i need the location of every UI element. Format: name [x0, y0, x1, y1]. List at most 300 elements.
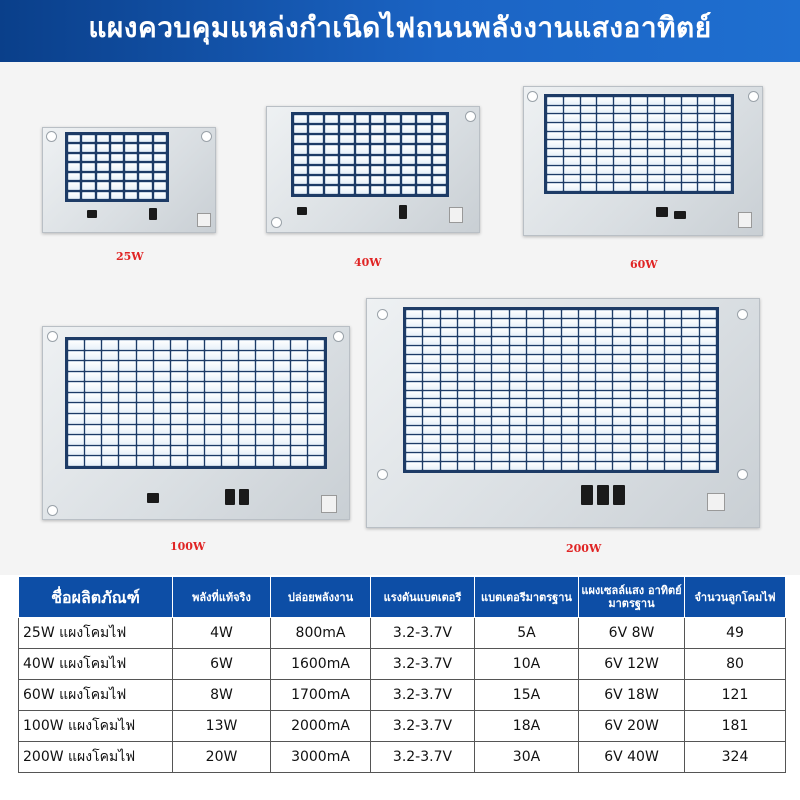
- led-chip: [564, 140, 580, 148]
- led-chip: [137, 425, 153, 435]
- led-chip: [417, 156, 430, 164]
- cell-output-current: 800mA: [271, 618, 371, 649]
- led-chip: [308, 361, 324, 371]
- led-chip: [85, 403, 101, 413]
- led-chip: [562, 435, 578, 443]
- led-chip: [665, 97, 681, 105]
- connector: [321, 495, 337, 513]
- led-chip: [256, 414, 272, 424]
- led-chip: [614, 132, 630, 140]
- led-chip: [222, 351, 238, 361]
- led-chip: [682, 319, 698, 327]
- led-chip: [68, 173, 80, 180]
- led-chip: [492, 337, 508, 345]
- led-chip: [698, 166, 714, 174]
- led-chip: [458, 355, 474, 363]
- led-chip: [205, 435, 221, 445]
- led-chip: [510, 444, 526, 452]
- led-chip: [125, 182, 137, 189]
- led-chip: [274, 446, 290, 456]
- led-chip: [423, 328, 439, 336]
- led-chip: [492, 435, 508, 443]
- led-chip: [581, 132, 597, 140]
- spec-table: [18, 576, 786, 773]
- led-chip: [222, 382, 238, 392]
- led-chip: [433, 145, 446, 153]
- led-chip: [406, 426, 422, 434]
- led-chip: [309, 135, 322, 143]
- led-chip: [402, 166, 415, 174]
- led-chip: [700, 417, 716, 425]
- led-chip: [97, 144, 109, 151]
- led-chip: [564, 106, 580, 114]
- led-chip: [441, 444, 457, 452]
- led-chip: [85, 351, 101, 361]
- led-chip: [256, 351, 272, 361]
- led-chip: [562, 426, 578, 434]
- led-chip: [596, 408, 612, 416]
- led-chip: [648, 373, 664, 381]
- led-chip: [441, 399, 457, 407]
- led-chip: [492, 399, 508, 407]
- led-chip: [631, 183, 647, 191]
- led-chip: [682, 114, 698, 122]
- led-chip: [613, 328, 629, 336]
- led-chip: [256, 425, 272, 435]
- led-chip: [665, 149, 681, 157]
- led-chip: [527, 391, 543, 399]
- cell-battery-voltage: 3.2-3.7V: [371, 711, 475, 742]
- led-chip: [239, 414, 255, 424]
- col-header-solar-panel: แผงเซลล์แสง อาทิตย์มาตรฐาน: [579, 577, 685, 618]
- led-chip: [631, 382, 647, 390]
- led-chip: [475, 337, 491, 345]
- led-chip: [648, 391, 664, 399]
- led-chip: [205, 351, 221, 361]
- led-chip: [510, 417, 526, 425]
- led-chip: [631, 453, 647, 461]
- led-chip: [205, 414, 221, 424]
- led-chip: [371, 125, 384, 133]
- led-chip: [682, 382, 698, 390]
- led-chip: [406, 346, 422, 354]
- led-chip: [325, 115, 338, 123]
- led-chip: [154, 163, 166, 170]
- led-chip: [527, 417, 543, 425]
- led-chip: [125, 163, 137, 170]
- led-chip: [102, 414, 118, 424]
- led-chip: [386, 125, 399, 133]
- led-chip: [294, 115, 307, 123]
- led-chip: [492, 382, 508, 390]
- led-chip: [102, 351, 118, 361]
- led-chip: [581, 149, 597, 157]
- led-chip: [417, 186, 430, 194]
- led-chip: [564, 114, 580, 122]
- led-chip: [119, 403, 135, 413]
- led-chip: [648, 183, 664, 191]
- led-array: [291, 112, 449, 197]
- led-chip: [222, 456, 238, 466]
- led-chip: [340, 125, 353, 133]
- led-chip: [340, 135, 353, 143]
- led-chip: [631, 97, 647, 105]
- led-chip: [510, 328, 526, 336]
- led-chip: [274, 372, 290, 382]
- led-chip: [274, 425, 290, 435]
- led-chip: [68, 414, 84, 424]
- led-chip: [68, 456, 84, 466]
- led-chip: [294, 156, 307, 164]
- led-chip: [682, 364, 698, 372]
- led-chip: [547, 183, 563, 191]
- mosfet-chip: [613, 485, 625, 505]
- led-chip: [475, 364, 491, 372]
- led-chip: [402, 145, 415, 153]
- led-chip: [631, 399, 647, 407]
- led-chip: [631, 123, 647, 131]
- led-chip: [111, 173, 123, 180]
- led-chip: [544, 408, 560, 416]
- led-chip: [698, 114, 714, 122]
- led-chip: [547, 106, 563, 114]
- cell-standard-battery: 30A: [475, 742, 579, 773]
- led-chip: [527, 453, 543, 461]
- connector: [449, 207, 463, 223]
- col-header-led-count: จำนวนลูกโคมไฟ: [685, 577, 786, 618]
- led-chip: [648, 114, 664, 122]
- led-chip: [68, 144, 80, 151]
- led-chip: [139, 135, 151, 142]
- led-chip: [205, 393, 221, 403]
- led-chip: [188, 393, 204, 403]
- led-chip: [648, 140, 664, 148]
- led-chip: [579, 328, 595, 336]
- led-chip: [715, 166, 731, 174]
- led-chip: [581, 157, 597, 165]
- led-chip: [423, 391, 439, 399]
- led-chip: [171, 340, 187, 350]
- led-chip: [682, 399, 698, 407]
- led-chip: [417, 176, 430, 184]
- led-chip: [510, 382, 526, 390]
- led-chip: [510, 373, 526, 381]
- mount-hole: [377, 309, 388, 320]
- led-array: [65, 337, 327, 469]
- led-chip: [356, 145, 369, 153]
- led-chip: [85, 372, 101, 382]
- led-chip: [492, 346, 508, 354]
- led-chip: [527, 399, 543, 407]
- led-chip: [274, 435, 290, 445]
- cell-led-count: 324: [685, 742, 786, 773]
- led-chip: [596, 364, 612, 372]
- led-chip: [492, 355, 508, 363]
- led-chip: [340, 156, 353, 164]
- led-chip: [475, 391, 491, 399]
- led-chip: [291, 435, 307, 445]
- led-chip: [715, 140, 731, 148]
- led-chip: [596, 328, 612, 336]
- led-chip: [544, 364, 560, 372]
- led-chip: [510, 346, 526, 354]
- led-chip: [188, 403, 204, 413]
- led-chip: [119, 456, 135, 466]
- led-chip: [111, 182, 123, 189]
- led-chip: [458, 373, 474, 381]
- led-chip: [433, 125, 446, 133]
- led-chip: [441, 391, 457, 399]
- led-chip: [171, 456, 187, 466]
- led-chip: [417, 115, 430, 123]
- cell-product: 25W แผงโคมไฟ: [19, 618, 173, 649]
- led-chip: [648, 426, 664, 434]
- led-chip: [188, 351, 204, 361]
- led-chip: [309, 176, 322, 184]
- led-chip: [492, 328, 508, 336]
- led-chip: [547, 166, 563, 174]
- led-chip: [544, 328, 560, 336]
- led-chip: [137, 351, 153, 361]
- led-chip: [682, 97, 698, 105]
- led-chip: [154, 144, 166, 151]
- led-chip: [631, 373, 647, 381]
- led-board-25w: [42, 127, 216, 233]
- connector: [707, 493, 725, 511]
- led-chip: [137, 361, 153, 371]
- led-chip: [171, 372, 187, 382]
- cell-output-current: 1600mA: [271, 649, 371, 680]
- led-chip: [154, 414, 170, 424]
- led-chip: [68, 361, 84, 371]
- led-chip: [97, 135, 109, 142]
- led-chip: [510, 319, 526, 327]
- led-chip: [68, 182, 80, 189]
- led-chip: [68, 403, 84, 413]
- led-chip: [188, 361, 204, 371]
- led-chip: [527, 462, 543, 470]
- led-chip: [579, 382, 595, 390]
- led-chip: [239, 372, 255, 382]
- led-chip: [458, 310, 474, 318]
- led-chip: [458, 444, 474, 452]
- led-chip: [308, 393, 324, 403]
- led-chip: [597, 132, 613, 140]
- led-chip: [682, 417, 698, 425]
- led-chip: [205, 456, 221, 466]
- led-chip: [527, 373, 543, 381]
- led-chip: [648, 132, 664, 140]
- led-chip: [119, 351, 135, 361]
- led-chip: [222, 446, 238, 456]
- led-chip: [682, 426, 698, 434]
- led-chip: [492, 319, 508, 327]
- connector: [738, 212, 752, 228]
- led-chip: [648, 382, 664, 390]
- led-chip: [154, 446, 170, 456]
- led-array: [544, 94, 734, 194]
- led-chip: [386, 156, 399, 164]
- col-header-output-current: ปล่อยพลังงาน: [271, 577, 371, 618]
- led-chip: [698, 157, 714, 165]
- cell-solar-panel: 6V 8W: [579, 618, 685, 649]
- led-chip: [579, 373, 595, 381]
- led-chip: [85, 361, 101, 371]
- ic-chip: [674, 211, 686, 219]
- led-chip: [475, 310, 491, 318]
- led-chip: [82, 135, 94, 142]
- led-chip: [68, 351, 84, 361]
- led-chip: [648, 97, 664, 105]
- led-chip: [581, 106, 597, 114]
- led-chip: [562, 355, 578, 363]
- led-chip: [423, 453, 439, 461]
- mount-hole: [737, 469, 748, 480]
- col-header-real-power: พลังที่แท้จริง: [173, 577, 271, 618]
- led-chip: [648, 444, 664, 452]
- led-chip: [256, 382, 272, 392]
- led-chip: [356, 186, 369, 194]
- connector: [197, 213, 211, 227]
- led-chip: [139, 163, 151, 170]
- led-chip: [562, 346, 578, 354]
- led-chip: [294, 176, 307, 184]
- led-chip: [682, 132, 698, 140]
- led-chip: [423, 399, 439, 407]
- led-chip: [125, 173, 137, 180]
- led-chip: [256, 456, 272, 466]
- led-chip: [665, 106, 681, 114]
- led-chip: [597, 166, 613, 174]
- led-chip: [547, 157, 563, 165]
- led-chip: [475, 426, 491, 434]
- led-chip: [111, 192, 123, 199]
- table-row: [19, 649, 786, 680]
- led-chip: [291, 403, 307, 413]
- led-chip: [665, 382, 681, 390]
- led-chip: [581, 175, 597, 183]
- mosfet-chip: [597, 485, 609, 505]
- led-chip: [371, 176, 384, 184]
- led-chip: [648, 106, 664, 114]
- led-chip: [119, 425, 135, 435]
- led-chip: [527, 346, 543, 354]
- led-chip: [423, 382, 439, 390]
- led-chip: [700, 382, 716, 390]
- led-chip: [475, 373, 491, 381]
- led-chip: [137, 414, 153, 424]
- led-chip: [492, 453, 508, 461]
- led-chip: [715, 132, 731, 140]
- led-chip: [682, 328, 698, 336]
- led-chip: [700, 453, 716, 461]
- led-chip: [256, 435, 272, 445]
- led-chip: [402, 115, 415, 123]
- product-label: 100W: [170, 540, 206, 553]
- led-chip: [386, 176, 399, 184]
- led-chip: [402, 125, 415, 133]
- led-chip: [371, 115, 384, 123]
- ic-chip: [399, 205, 407, 219]
- led-chip: [291, 351, 307, 361]
- led-chip: [631, 364, 647, 372]
- led-chip: [85, 382, 101, 392]
- led-chip: [597, 97, 613, 105]
- led-chip: [613, 444, 629, 452]
- led-chip: [544, 337, 560, 345]
- led-chip: [564, 157, 580, 165]
- led-chip: [291, 393, 307, 403]
- led-chip: [682, 462, 698, 470]
- led-chip: [544, 391, 560, 399]
- led-chip: [154, 182, 166, 189]
- led-chip: [433, 135, 446, 143]
- led-chip: [205, 446, 221, 456]
- led-chip: [665, 417, 681, 425]
- led-chip: [665, 183, 681, 191]
- led-chip: [154, 382, 170, 392]
- led-chip: [613, 462, 629, 470]
- led-chip: [371, 135, 384, 143]
- led-chip: [291, 425, 307, 435]
- led-chip: [715, 97, 731, 105]
- led-chip: [441, 355, 457, 363]
- led-chip: [171, 414, 187, 424]
- led-chip: [139, 182, 151, 189]
- led-chip: [665, 408, 681, 416]
- led-chip: [682, 408, 698, 416]
- led-chip: [648, 337, 664, 345]
- led-chip: [308, 414, 324, 424]
- led-chip: [402, 156, 415, 164]
- led-chip: [562, 462, 578, 470]
- led-chip: [274, 414, 290, 424]
- led-chip: [308, 425, 324, 435]
- led-chip: [648, 149, 664, 157]
- table-row: [19, 680, 786, 711]
- led-chip: [682, 337, 698, 345]
- led-chip: [137, 382, 153, 392]
- led-chip: [441, 408, 457, 416]
- cell-battery-voltage: 3.2-3.7V: [371, 742, 475, 773]
- led-chip: [458, 391, 474, 399]
- led-board-40w: [266, 106, 480, 233]
- led-chip: [441, 435, 457, 443]
- led-chip: [291, 361, 307, 371]
- led-chip: [700, 337, 716, 345]
- led-chip: [294, 125, 307, 133]
- led-chip: [308, 382, 324, 392]
- led-chip: [171, 382, 187, 392]
- led-chip: [325, 176, 338, 184]
- led-chip: [581, 166, 597, 174]
- led-chip: [154, 361, 170, 371]
- mosfet-chip: [581, 485, 593, 505]
- led-chip: [665, 337, 681, 345]
- table-body: [19, 618, 786, 773]
- led-chip: [492, 444, 508, 452]
- led-chip: [597, 123, 613, 131]
- led-chip: [154, 340, 170, 350]
- led-chip: [597, 183, 613, 191]
- led-chip: [700, 399, 716, 407]
- led-chip: [547, 175, 563, 183]
- led-chip: [458, 408, 474, 416]
- led-chip: [274, 351, 290, 361]
- led-chip: [119, 361, 135, 371]
- led-chip: [309, 186, 322, 194]
- led-chip: [82, 192, 94, 199]
